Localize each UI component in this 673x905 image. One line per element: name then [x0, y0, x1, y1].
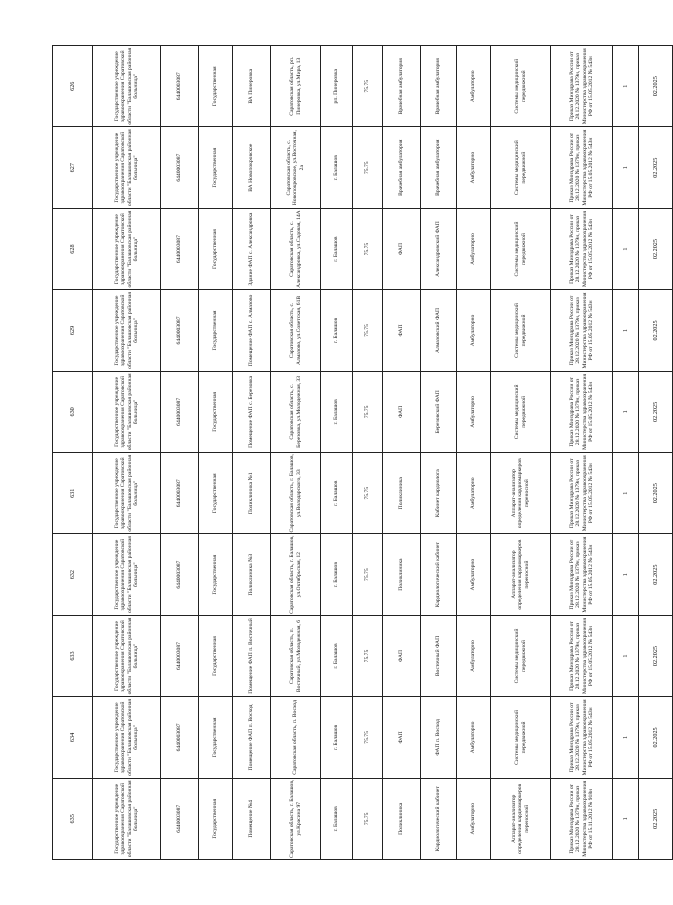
cell-num: 632 [53, 534, 93, 615]
cell-qty: 1 [613, 453, 639, 534]
cell-zip: 75.75 [353, 208, 383, 289]
cell-type: ФАП [383, 615, 421, 696]
cell-own: Государственная [199, 371, 233, 452]
table-row-org [93, 46, 161, 860]
cell-num: 628 [53, 208, 93, 289]
cell-num: 633 [53, 615, 93, 696]
cell-unit: Алмазовский ФАП [421, 290, 457, 371]
cell-prof: Аппарат-анализатор определения кардиомаркеров переносной [491, 453, 551, 534]
cell-date: 02.2025 [639, 127, 673, 208]
cell-addr: Саратовская область, с. Новопокровское, ул.Восточная, 2а [271, 127, 321, 208]
cell-unit: Восточный ФАП [421, 615, 457, 696]
cell-unit: Врачебная амбулатория [421, 46, 457, 127]
table-row-doc [551, 46, 613, 860]
cell-num: 626 [53, 46, 93, 127]
cell-inn: 6440003087 [161, 208, 199, 289]
cell-doc: Приказ Минздрава России от 28.12.2020 № 1379н, приказ Министерства здравоохранения РФ от 15.05.2012 № 543н [551, 615, 613, 696]
cell-zip: 75.75 [353, 778, 383, 859]
cell-doc: Приказ Минздрава России от 28.12.2020 № 1379н, приказ Министерства здравоохранения РФ от 15.05.2012 № 543н [551, 208, 613, 289]
cell-zip: 75.75 [353, 290, 383, 371]
cell-name: ВА Пинеровка [233, 46, 271, 127]
cell-org: Государственное учреждение здравоохранения Саратовской области "Балашовская районная больница" [93, 208, 161, 289]
table-row-form [457, 46, 491, 860]
cell-date: 02.2025 [639, 534, 673, 615]
cell-own: Государственная [199, 453, 233, 534]
cell-prof: Системы медицинский передвижной [491, 208, 551, 289]
cell-form: Амбулаторно [457, 46, 491, 127]
cell-doc: Приказ Минздрава России от 28.12.2020 № 1379н, приказ Министерства здравоохранения РФ от 15.11.2012 № 918н [551, 778, 613, 859]
cell-city: г. Балашов [321, 290, 353, 371]
cell-date: 02.2025 [639, 290, 673, 371]
cell-doc: Приказ Минздрава России от 28.12.2020 № 1379н, приказ Министерства здравоохранения РФ от 15.05.2012 № 543н [551, 46, 613, 127]
cell-org: Государственное учреждение здравоохранения Саратовской области "Балашовская районная больница" [93, 371, 161, 452]
table-row-name [233, 46, 271, 860]
cell-unit: Кардиологический кабинет [421, 534, 457, 615]
cell-qty: 1 [613, 290, 639, 371]
cell-city: г. Балашов [321, 534, 353, 615]
cell-name: Поликлиника №3 [233, 534, 271, 615]
cell-doc: Приказ Минздрава России от 28.12.2020 № 1379н, приказ Министерства здравоохранения РФ от 15.05.2012 № 543н [551, 127, 613, 208]
cell-addr: Саратовская область, с. Березовка, ул.Молодежная, 33 [271, 371, 321, 452]
cell-form: Амбулаторно [457, 615, 491, 696]
cell-qty: 1 [613, 778, 639, 859]
cell-date: 02.2025 [639, 453, 673, 534]
cell-unit: Березовский ФАП [421, 371, 457, 452]
cell-doc: Приказ Минздрава России от 28.12.2020 № 1379н, приказ Министерства здравоохранения РФ от 15.05.2012 № 543н [551, 290, 613, 371]
cell-city: рп. Пинеровка [321, 46, 353, 127]
cell-addr: Саратовская область, с. Александровка, ул.Садовая, 14А [271, 208, 321, 289]
cell-inn: 6440003087 [161, 778, 199, 859]
cell-num: 629 [53, 290, 93, 371]
cell-date: 02.2025 [639, 615, 673, 696]
cell-qty: 1 [613, 208, 639, 289]
table-row-own [199, 46, 233, 860]
cell-type: ФАП [383, 290, 421, 371]
cell-addr: Саратовская область, п. Восход [271, 697, 321, 778]
cell-num: 627 [53, 127, 93, 208]
cell-qty: 1 [613, 534, 639, 615]
cell-name: Поликлиника №1 [233, 453, 271, 534]
cell-city: г. Балашов [321, 697, 353, 778]
cell-zip: 75.75 [353, 453, 383, 534]
cell-addr: Саратовская область, г. Балашов, ул.Красина 97 [271, 778, 321, 859]
cell-type: ФАП [383, 697, 421, 778]
cell-name: Здание ФАП с. Александровка [233, 208, 271, 289]
cell-type: Поликлиника [383, 778, 421, 859]
cell-form: Амбулаторно [457, 453, 491, 534]
cell-qty: 1 [613, 127, 639, 208]
cell-inn: 6440003087 [161, 371, 199, 452]
cell-city: г. Балашов [321, 208, 353, 289]
cell-own: Государственная [199, 534, 233, 615]
cell-type: Врачебная амбулатория [383, 127, 421, 208]
equipment-table [52, 45, 673, 860]
cell-type: Поликлиника [383, 453, 421, 534]
cell-zip: 75.75 [353, 534, 383, 615]
cell-type: ФАП [383, 208, 421, 289]
cell-city: г. Балашов [321, 371, 353, 452]
cell-qty: 1 [613, 615, 639, 696]
cell-form: Амбулаторно [457, 208, 491, 289]
cell-unit: ФАП п. Восход [421, 697, 457, 778]
cell-zip: 75.75 [353, 615, 383, 696]
cell-own: Государственная [199, 208, 233, 289]
table-row-unit [421, 46, 457, 860]
cell-prof: Аппарат-анализатор определения кардиомаркеров переносной [491, 534, 551, 615]
cell-addr: Саратовская область, п. Восточный, ул.Молодежная, 6 [271, 615, 321, 696]
cell-prof: Системы медицинский передвижной [491, 371, 551, 452]
cell-city: г. Балашов [321, 778, 353, 859]
cell-form: Амбулаторно [457, 534, 491, 615]
cell-doc: Приказ Минздрава России от 28.12.2020 № 1379н, приказ Министерства здравоохранения РФ от 15.05.2012 № 543н [551, 371, 613, 452]
table-row-inn [161, 46, 199, 860]
table-row-zip [353, 46, 383, 860]
table-row-date [639, 46, 673, 860]
cell-zip: 75.75 [353, 127, 383, 208]
cell-zip: 75.75 [353, 697, 383, 778]
cell-form: Амбулаторно [457, 778, 491, 859]
cell-date: 02.2025 [639, 697, 673, 778]
cell-inn: 6440003087 [161, 127, 199, 208]
cell-inn: 6440003087 [161, 534, 199, 615]
cell-form: Амбулаторно [457, 371, 491, 452]
cell-qty: 1 [613, 697, 639, 778]
table-row-type [383, 46, 421, 860]
cell-own: Государственная [199, 697, 233, 778]
cell-name: Помещение ФАП с. Березовка [233, 371, 271, 452]
cell-addr: Саратовская область, г. Балашов, ул.Володарского, 33 [271, 453, 321, 534]
cell-city: г. Балашов [321, 453, 353, 534]
cell-name: Помещение ФАП с. Алмазово [233, 290, 271, 371]
cell-unit: Кабинет кардиолога [421, 453, 457, 534]
table-row-addr [271, 46, 321, 860]
cell-doc: Приказ Минздрава России от 28.12.2020 № 1379н, приказ Министерства здравоохранения РФ от 15.05.2012 № 543н [551, 697, 613, 778]
cell-addr: Саратовская область, с. Алмазово, ул.Советская, 61В [271, 290, 321, 371]
cell-inn: 6440003087 [161, 46, 199, 127]
cell-prof: Системы медицинский передвижной [491, 697, 551, 778]
cell-org: Государственное учреждение здравоохранения Саратовской области "Балашовская районная больница" [93, 534, 161, 615]
cell-num: 635 [53, 778, 93, 859]
cell-name: Помещение ФАП п. Восточный [233, 615, 271, 696]
cell-own: Государственная [199, 778, 233, 859]
cell-form: Амбулаторно [457, 697, 491, 778]
cell-type: Врачебная амбулатория [383, 46, 421, 127]
cell-city: г. Балашов [321, 615, 353, 696]
rotated-table-container [52, 45, 659, 860]
cell-own: Государственная [199, 615, 233, 696]
cell-unit: Александровский ФАП [421, 208, 457, 289]
cell-inn: 6440003087 [161, 697, 199, 778]
cell-doc: Приказ Минздрава России от 28.12.2020 № 1379н, приказ Министерства здравоохранения РФ от 15.05.2012 № 543н [551, 534, 613, 615]
cell-prof: Системы медицинский передвижной [491, 46, 551, 127]
cell-org: Государственное учреждение здравоохранения Саратовской области "Балашовская районная больница" [93, 697, 161, 778]
cell-form: Амбулаторно [457, 290, 491, 371]
cell-addr: Саратовская область, г. Балашов, ул.Октябрьская, 12 [271, 534, 321, 615]
cell-own: Государственная [199, 127, 233, 208]
cell-org: Государственное учреждение здравоохранения Саратовской области "Балашовская районная больница" [93, 615, 161, 696]
cell-inn: 6440003087 [161, 453, 199, 534]
cell-prof: Системы медицинский передвижной [491, 615, 551, 696]
table-row-qty [613, 46, 639, 860]
cell-org: Государственное учреждение здравоохранения Саратовской области "Балашовская районная больница" [93, 453, 161, 534]
cell-org: Государственное учреждение здравоохранения Саратовской области "Балашовская районная больница" [93, 290, 161, 371]
table-row-city [321, 46, 353, 860]
table-row-prof [491, 46, 551, 860]
cell-zip: 75.75 [353, 46, 383, 127]
cell-name: ВА Новопокровское [233, 127, 271, 208]
cell-num: 630 [53, 371, 93, 452]
cell-org: Государственное учреждение здравоохранения Саратовской области "Балашовская районная больница" [93, 127, 161, 208]
table-row-num [53, 46, 93, 860]
cell-doc: Приказ Минздрава России от 28.12.2020 № 1379н, приказ Министерства здравоохранения РФ от 15.05.2012 № 543н [551, 453, 613, 534]
cell-qty: 1 [613, 371, 639, 452]
cell-date: 02.2025 [639, 371, 673, 452]
cell-org: Государственное учреждение здравоохранения Саратовской области "Балашовская районная больница" [93, 46, 161, 127]
cell-name: Помещение №4 [233, 778, 271, 859]
cell-addr: Саратовская область, рп. Пинеровка, ул.Мира, 13 [271, 46, 321, 127]
cell-unit: Врачебная амбулатория [421, 127, 457, 208]
cell-inn: 6440003087 [161, 615, 199, 696]
cell-qty: 1 [613, 46, 639, 127]
cell-num: 631 [53, 453, 93, 534]
cell-date: 02.2025 [639, 778, 673, 859]
cell-own: Государственная [199, 290, 233, 371]
cell-own: Государственная [199, 46, 233, 127]
cell-city: г. Балашов [321, 127, 353, 208]
cell-date: 02.2025 [639, 208, 673, 289]
cell-prof: Системы медицинский передвижной [491, 127, 551, 208]
cell-inn: 6440003087 [161, 290, 199, 371]
cell-prof: Аппарат-анализатор определения кардиомаркеров переносной [491, 778, 551, 859]
cell-form: Амбулаторно [457, 127, 491, 208]
cell-type: Поликлиника [383, 534, 421, 615]
cell-zip: 75.75 [353, 371, 383, 452]
cell-date: 02.2025 [639, 46, 673, 127]
cell-num: 634 [53, 697, 93, 778]
cell-prof: Системы медицинский передвижной [491, 290, 551, 371]
cell-unit: Кардиологический кабинет [421, 778, 457, 859]
cell-name: Помещение ФАП п. Восход [233, 697, 271, 778]
cell-org: Государственное учреждение здравоохранения Саратовской области "Балашовская районная больница" [93, 778, 161, 859]
cell-type: ФАП [383, 371, 421, 452]
